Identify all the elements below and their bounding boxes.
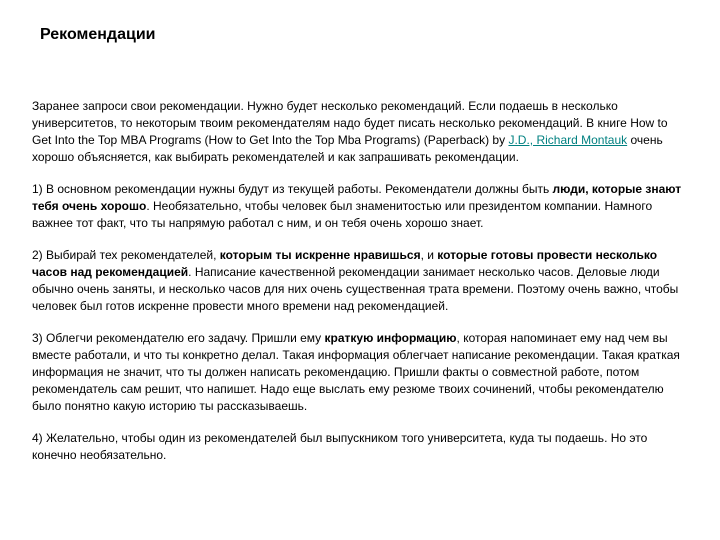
point-1-text: 1) В основном рекомендации нужны будут из текущей работы. Рекомендатели должны быть — [32, 182, 553, 196]
point-1-text-end: . Необязательно, чтобы человек был знаменитостью или президентом компании. Намного важнее тот факт, что ты напрямую работал с ним, и он тебя очень хорошо знает. — [32, 199, 653, 230]
document-body — [32, 98, 682, 464]
point-3-emphasis: краткую информацию — [324, 331, 457, 345]
point-3-paragraph — [32, 330, 682, 415]
point-3-text: 3) Облегчи рекомендателю его задачу. Пришли ему — [32, 331, 325, 345]
point-2-emphasis-1: которым ты искренне нравишься — [219, 248, 421, 262]
author-link[interactable]: J.D., Richard Montauk — [508, 133, 628, 147]
intro-text: Заранее запроси свои рекомендации. Нужно будет несколько рекомендаций. Если подаешь в несколько университетов, то некоторым твоим рекомендателям надо будет писать несколько рекомендаций. В книге How to Get Into the Top MBA Programs (How to Get Into the Top Mba Programs) (Paperback) by — [32, 99, 668, 147]
point-3-text-end: , которая напоминает ему над чем вы вместе работали, и что ты конкретно делал. Такая информация облегчает написание рекомендации. Такая краткая информация не значит, что ты должен написать рекомендацию. Пришли факты о совместной работе, потом рекомендатель сам решит, что напишет. Надо еще выслать ему резюме твоих сочинений, чтобы рекомендателю было понятно какую историю ты рассказываешь. — [32, 331, 680, 413]
intro-paragraph — [32, 98, 682, 166]
page-title: Рекомендации — [40, 26, 156, 43]
point-2-paragraph — [32, 247, 682, 315]
point-2-text: 2) Выбирай тех рекомендателей, — [32, 248, 220, 262]
point-2-text-end: . Написание качественной рекомендации занимает несколько часов. Деловые люди обычно очень заняты, и несколько часов для них очень существенная трата времени. Поэтому очень важно, чтобы человек был готов искренне провести много времени над рекомендацией. — [32, 265, 679, 313]
point-4-paragraph — [32, 430, 682, 464]
point-1-paragraph — [32, 181, 682, 232]
point-2-text-middle: , и — [420, 248, 438, 262]
intro-text-end: очень хорошо объясняется, как выбирать рекомендателей и как запрашивать рекомендации. — [32, 133, 663, 164]
point-2-emphasis-2: которые готовы провести несколько часов над рекомендацией — [32, 248, 658, 279]
point-1-emphasis: люди, которые знают тебя очень хорошо — [32, 182, 682, 213]
point-4-text: 4) Желательно, чтобы один из рекомендателей был выпускником того университета, куда ты подаешь. Но это конечно необязательно. — [32, 431, 648, 462]
